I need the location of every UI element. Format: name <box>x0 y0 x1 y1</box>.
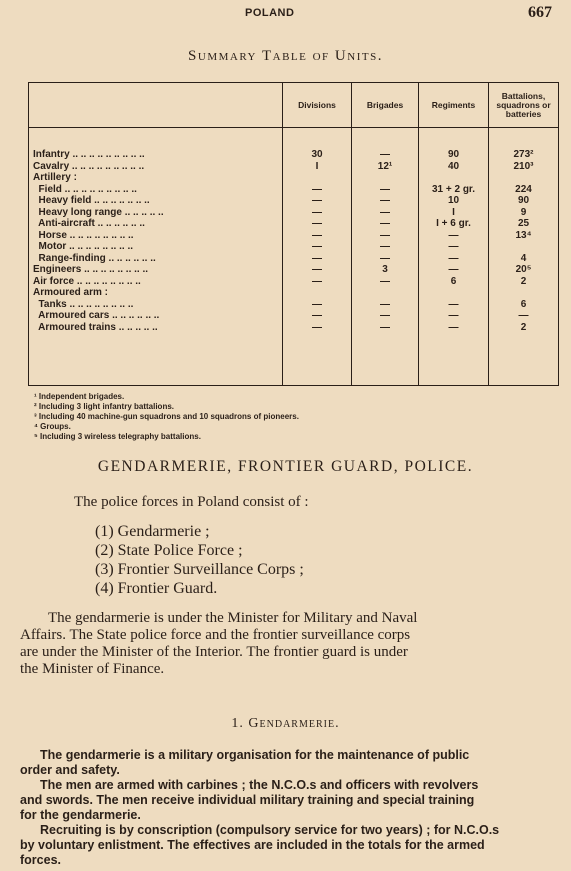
section-heading: GENDARMERIE, FRONTIER GUARD, POLICE. <box>97 458 474 475</box>
col-header-regiments: Regiments <box>431 99 476 110</box>
cell-regiments: — <box>448 298 459 310</box>
cell-battalions: 2 <box>520 321 527 333</box>
col-header-brigades: Brigades <box>366 99 404 110</box>
cell-battalions: 13⁴ <box>515 229 532 241</box>
summary-table <box>28 82 559 386</box>
cell-brigades: — <box>380 218 390 229</box>
paragraph-line: order and safety. <box>20 763 120 777</box>
paragraph-line: are under the Minister of the Interior. The frontier guard is under <box>20 644 408 660</box>
row-label: Tanks .. .. .. .. .. .. .. .. <box>33 298 134 310</box>
cell-battalions: 273² <box>513 149 534 160</box>
cell-divisions: — <box>312 218 322 229</box>
footnote: ⁵ Including 3 wireless telegraphy battalions. <box>34 432 201 441</box>
paragraph-line: The gendarmerie is a military organisation for the maintenance of public <box>40 748 470 762</box>
cell-divisions: — <box>312 275 322 287</box>
cell-brigades: 12¹ <box>377 160 393 172</box>
cell-battalions: 224 <box>515 183 532 195</box>
row-label: Heavy field .. .. .. .. .. .. .. <box>33 195 150 206</box>
row-label: Armoured arm : <box>33 287 109 298</box>
cell-divisions: — <box>312 206 322 218</box>
row-label: Infantry .. .. .. .. .. .. .. .. .. <box>33 149 145 160</box>
cell-brigades: — <box>380 275 390 287</box>
cell-brigades: 3 <box>382 264 388 275</box>
paragraph-line: forces. <box>20 853 61 867</box>
paragraph-line: for the gendarmerie. <box>20 808 141 822</box>
cell-regiments: — <box>448 321 459 333</box>
cell-battalions: 210³ <box>513 160 534 172</box>
cell-brigades: — <box>380 298 390 310</box>
footnote: ² Including 3 light infantry battalions. <box>34 402 174 411</box>
cell-regiments: — <box>448 252 459 264</box>
cell-regiments: 40 <box>447 160 460 172</box>
paragraph-line: Affairs. The State police force and the frontier surveillance corps <box>20 627 411 643</box>
cell-regiments: — <box>448 310 459 321</box>
paragraph-line: Recruiting is by conscription (compulsory service for two years) ; for N.C.O.s <box>40 823 500 837</box>
cell-battalions: 20⁵ <box>515 264 532 275</box>
cell-battalions: — <box>518 310 529 321</box>
cell-battalions: 2 <box>520 275 527 287</box>
page-number: 667 <box>528 4 552 21</box>
paragraph-line: The men are armed with carbines ; the N.C.O.s and officers with revolvers <box>40 778 479 792</box>
cell-divisions: I <box>315 160 319 172</box>
paragraph-line: by voluntary enlistment. The effectives are included in the totals for the armed <box>20 838 485 852</box>
row-label: Air force .. .. .. .. .. .. .. .. <box>33 275 141 287</box>
footnote: ³ Including 40 machine-gun squadrons and 10 squadrons of pioneers. <box>34 412 299 421</box>
cell-regiments: 90 <box>447 149 460 160</box>
footnote: ⁴ Groups. <box>34 422 71 431</box>
cell-divisions: — <box>312 264 322 275</box>
row-label: Range-finding .. .. .. .. .. .. <box>33 252 156 264</box>
cell-battalions: 6 <box>520 298 527 310</box>
paragraph-line: the Minister of Finance. <box>20 661 165 677</box>
cell-regiments: — <box>448 229 459 241</box>
cell-regiments: I <box>452 206 455 218</box>
row-label: Field .. .. .. .. .. .. .. .. .. <box>33 183 137 195</box>
cell-battalions: 90 <box>517 195 530 206</box>
row-label: Armoured trains .. .. .. .. .. <box>33 321 158 333</box>
list-item: (4) Frontier Guard. <box>95 580 218 597</box>
cell-divisions: — <box>312 321 322 333</box>
row-label: Motor .. .. .. .. .. .. .. .. <box>33 241 134 252</box>
cell-regiments: 6 <box>450 275 457 287</box>
cell-brigades: — <box>380 241 390 252</box>
cell-brigades: — <box>380 206 390 218</box>
row-label: Horse .. .. .. .. .. .. .. .. <box>33 229 134 241</box>
col-header-divisions: Divisions <box>298 99 336 110</box>
row-label: Armoured cars .. .. .. .. .. .. <box>33 310 160 321</box>
header-rule <box>29 127 558 128</box>
subsection-heading: 1. Gendarmerie. <box>231 716 340 731</box>
cell-brigades: — <box>380 321 390 333</box>
cell-divisions: — <box>312 310 322 321</box>
cell-divisions: 30 <box>311 149 323 160</box>
col-header-battalions: Battalions, squadrons or batteries <box>496 90 551 119</box>
cell-battalions: 25 <box>517 218 530 229</box>
section-intro: The police forces in Poland consist of : <box>74 494 309 510</box>
row-label: Heavy long range .. .. .. .. .. <box>33 206 164 218</box>
row-label: Cavalry .. .. .. .. .. .. .. .. .. <box>33 160 145 172</box>
cell-brigades: — <box>380 183 390 195</box>
cell-battalions: 9 <box>520 206 527 218</box>
cell-divisions: — <box>312 183 322 195</box>
cell-divisions: — <box>312 241 322 252</box>
cell-brigades: — <box>380 310 390 321</box>
footnote: ¹ Independent brigades. <box>34 392 125 401</box>
table-title: Summary Table of Units. <box>188 48 383 64</box>
cell-divisions: — <box>312 298 322 310</box>
paragraph-line: and swords. The men receive individual military training and special training <box>20 793 475 807</box>
paragraph-line: The gendarmerie is under the Minister for Military and Naval <box>48 610 418 626</box>
list-item: (1) Gendarmerie ; <box>95 523 210 540</box>
cell-brigades: — <box>380 195 390 206</box>
cell-regiments: — <box>448 264 459 275</box>
cell-regiments: I + 6 gr. <box>436 218 471 229</box>
cell-divisions: — <box>312 195 322 206</box>
row-label: Anti-aircraft .. .. .. .. .. .. <box>33 218 145 229</box>
cell-regiments: 31 + 2 gr. <box>431 183 476 195</box>
cell-brigades: — <box>380 252 390 264</box>
cell-regiments: — <box>448 241 459 252</box>
row-label: Artillery : <box>33 172 77 183</box>
cell-divisions: — <box>312 252 322 264</box>
cell-brigades: — <box>380 149 390 160</box>
row-label: Engineers .. .. .. .. .. .. .. .. <box>33 264 149 275</box>
list-item: (3) Frontier Surveillance Corps ; <box>95 561 304 578</box>
running-header: POLAND <box>245 7 295 19</box>
cell-regiments: 10 <box>447 195 460 206</box>
cell-brigades: — <box>380 229 390 241</box>
cell-battalions: 4 <box>520 252 527 264</box>
list-item: (2) State Police Force ; <box>95 542 243 559</box>
cell-divisions: — <box>312 229 322 241</box>
